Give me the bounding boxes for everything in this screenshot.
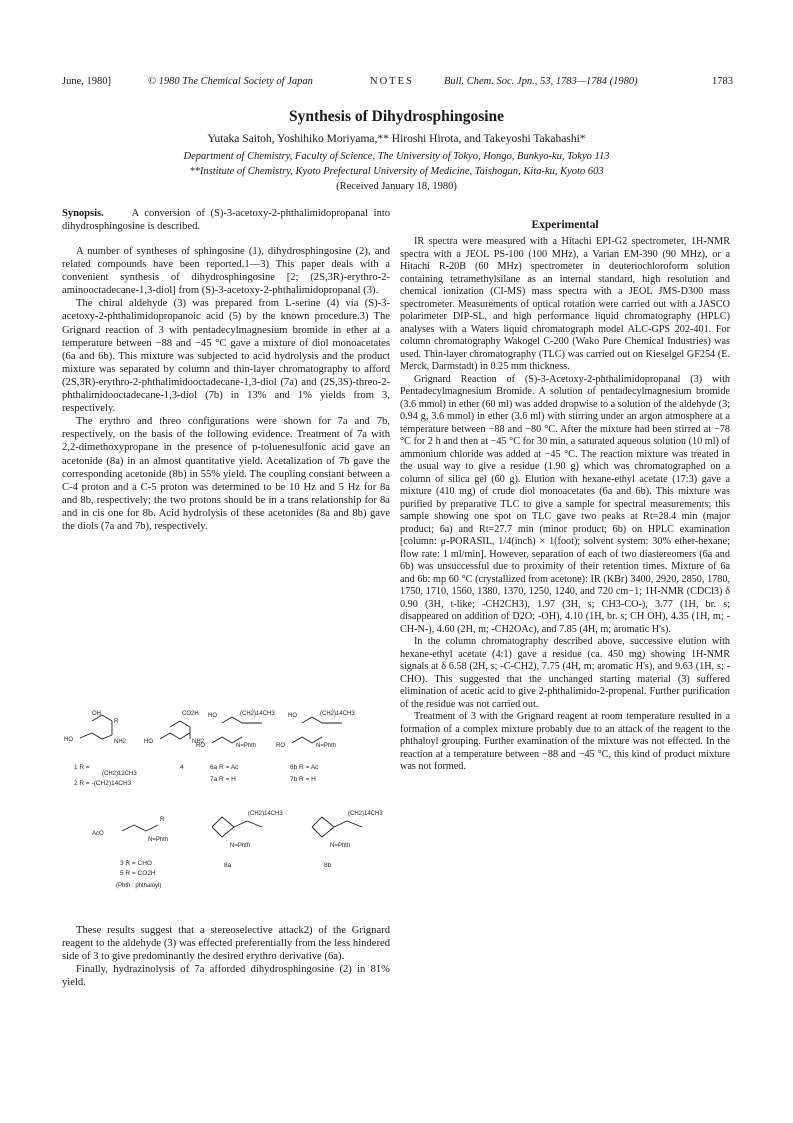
left-column-conclusion (62, 924, 390, 989)
label-compound-7a: 7a R = H (210, 776, 236, 783)
synopsis-text: A conversion of (S)-3-acetoxy-2-phthalimidopropanal into dihydrosphingosine is described. (62, 208, 390, 232)
label-compound-6a: 6a R = Ac (210, 764, 239, 771)
header-section: NOTES (370, 76, 414, 87)
label-compound-2: 2 R = -(CH2)14CH3 (74, 780, 132, 787)
label-compound-1: 1 R = (74, 764, 90, 771)
label-nphth-6b: N=Phth (316, 743, 337, 749)
label-compound-5: 5 R = CO2H (120, 870, 156, 877)
synopsis-label: Synopsis. (62, 208, 104, 219)
paragraph-elution: In the column chromatography described above, successive elution with hexane-ethyl acetate (4:1) gave a residue (ca. 450 mg) showing 1H-NMR signals at δ 6.58 (2H, s; -C-CH2), 7.75 (4H, m; aromatic H's), and 9.63 (1H, s; -CHO). This suggested that the unchanged starting material (3) suffered elimination of acetic acid to give 2-phthalimido-2-propenal. Further purification of the residue was not carried out. (400, 636, 730, 710)
paragraph-stereoselective: These results suggest that a stereoselective attack2) of the Grignard reagent to the aldehyde (3) was effected preferentially from the less hindered side of 3 to give predominantly the desired erythro derivative (6a). (62, 925, 390, 963)
paragraph-grignard: Grignard Reaction of (S)-3-Acetoxy-2-phthalimidopropanal (3) with Pentadecylmagnesium Bromide. A solution of pentadecylmagnesium bromide (3.6 mmol) in ether (60 ml) was added dropwise to a solution of the aldehyde (3; 0.94 g, 3.6 mmol) in ether (3.6 ml) with stirring under an argon atmosphere at a temperature between −88 and −80 °C. After the mixture had been stirred at −78 °C for 2 h and then at −45 °C for 30 min, a saturated aqueous solution (10 ml) of ammonium chloride was added at −45 °C. The reaction mixture was treated in the usual way to give a residue (1.90 g) which was chromatographed on a column of silica gel (60 g). Elution with hexane-ethyl acetate (17:3) gave a mixture (410 mg) of crude diol monoacetates (6a and 6b). This mixture was purified by preparative TLC to give a sample for spectral measurements; this sample showing one spot on TLC gave two peaks at Rt=28.4 min (major product; 6a) and Rt=27.7 min (minor product; 6b) on HPLC examination [column: μ-PORASIL, 1/4(inch) × 1(foot); solvent system: 30% ether-hexane; flow rate: 1 ml/min]. However, separation of each of two diastereomers (6a and 6b) was unsuccessful due to proximity of their retention times. Mixture of 6a and 6b: mp 60 °C (crystallized from acetone): IR (KBr) 3400, 2920, 2850, 1780, 1750, 1710, 1560, 1380, 1370, 1250, 1240, and 720 cm−1; 1H-NMR (CDCl3) δ 0.90 (3H, t-like; -CH2CH3), 1.97 (3H, s; CH3-CO-), 3.77 (1H, br. s; disappeared on addition of D2O; -OH), 4.10 (1H, br. s; CH OH), 4.35 (1H, m; -CH-N-), 4.60 (2H, m; -CH2OAc), and 7.85 (4H, m; aromatic H's). (400, 373, 730, 635)
paragraph-room-temperature: Treatment of 3 with the Grignard reagent at room temperature resulted in a formation of a complex mixture probably due to an attack of the reagent to the phthaloyl grouping. Further examination of the mixture was not effected. In the reaction at a temperature between −88 and −45 °C, this kind of product mixture was not formed. (400, 711, 730, 772)
label-nh2-1: NH2 (114, 739, 127, 745)
header-copyright: © 1980 The Chemical Society of Japan (148, 76, 313, 87)
label-nphth-6a: N=Phth (236, 743, 257, 749)
label-co2h: CO2H (182, 711, 199, 717)
affiliation-2: **Institute of Chemistry, Kyoto Prefectural University of Medicine, Taishogun, Kita-ku, Kyoto 603 (189, 166, 604, 177)
label-ro-6a: RO (196, 743, 205, 749)
left-column-body (62, 245, 390, 533)
label-chain-8b: (CH2)14CH3 (348, 811, 383, 817)
label-compound-7b: 7b R = H (290, 776, 316, 783)
label-nphth-8b: N=Phth (330, 843, 351, 849)
label-compound-4: 4 (180, 764, 184, 771)
paragraph-configuration: The erythro and threo configurations were shown for 7a and 7b, respectively, on the basis of the following evidence. Treatment of 7a with 2,2-dimethoxypropane in the presence of p-toluenesulfonic acid gave an acetonide (8a) in an almost quantitative yield. Acetalization of 7b gave the corresponding acetonide (8b) in 55% yield. The coupling constant between a C-4 proton and a C-5 proton was determined to be 10 Hz and 5 Hz for 8a and 8b, respectively; the two protons should be in a trans relationship for 8a and in cis one for 8b. Acid hydrolysis of these acetonides (8a and 8b) gave the diols (7a and 7b), respectively. (62, 416, 390, 532)
received-date: (Received January 18, 1980) (336, 181, 457, 192)
label-oh-1: OH (92, 711, 101, 717)
header-journal: Bull. Chem. Soc. Jpn., 53, 1783—1784 (1980) (444, 76, 638, 87)
label-chain-8a: (CH2)14CH3 (248, 811, 283, 817)
label-ro-6b: RO (276, 743, 285, 749)
experimental-heading: Experimental (531, 219, 599, 231)
label-chain-6b: (CH2)14CH3 (320, 711, 355, 717)
paragraph-hydrazinolysis: Finally, hydrazinolysis of 7a afforded dihydrosphingosine (2) in 81% yield. (62, 964, 390, 989)
label-chain-6a: (CH2)14CH3 (240, 711, 275, 717)
label-compound-8a: 8a (224, 862, 232, 869)
chemical-structures-figure (62, 703, 392, 908)
paragraph-intro: A number of syntheses of sphingosine (1), dihydrosphingosine (2), and related compounds have been reported.1—3) This paper deals with a convenient synthesis of dihydrosphingosine [2; (2S,3R)-erythro-2-aminooctadecane-1,3-diol] from (S)-3-acetoxy-2-phthalimidopropanal (3). (62, 246, 390, 297)
label-aco: AcO (92, 831, 104, 837)
paragraph-synthesis: The chiral aldehyde (3) was prepared from L-serine (4) via (S)-3-acetoxy-2-phthalimidopropanoic acid (5) by the known procedure.3) The Grignard reaction of 3 with pentadecylmagnesium bromide in ether at a temperature between −88 and −45 °C gave a mixture of diol monoacetates (6a and 6b). This mixture was subjected to acid hydrolysis and the product mixture was separated by column and thin-layer chromatography to afford (2S,3R)-erythro-2-phthalimidooctadecane-1,3-diol (7a) and (2S,3S)-threo-2-phthalimidooctadecane-1,3-diol (7b) in 13% and 1% yields from 3, respectively. (62, 298, 390, 415)
label-ho-6b: HO (288, 713, 297, 719)
paragraph-instruments: IR spectra were measured with a Hitachi EPI-G2 spectrometer, 1H-NMR spectra with a JEOL PS-100 (100 MHz), a Varian EM-390 (90 MHz), or a Hitachi R-20B (60 MHz) spectrometer in deuteriochloroform solution containing tetramethylsilane as an internal standard, high resolution and chemical ionization (CI-MS) mass spectra with a JEOL JMS-D300 mass spectrometer. Measurements of optical rotation were carried out with a JASCO polarimeter DIP-SL, and high performance liquid chromatography (HPLC) analyses with a Waters liquid chromatograph model ALC-GPS 202-401. For column chromatography Wakogel C-200 (Wako Pure Chemical Industries) was used. Thin-layer chromatography (TLC) was carried out on Kieselgel GF254 (E. Merck, Darmstadt) in 0.25 mm thickness. (400, 236, 730, 372)
label-compound-3: 3 R = CHO (120, 860, 152, 867)
label-nphth-8a: N=Phth (230, 843, 251, 849)
article-authors: Yutaka Saitoh, Yoshihiko Moriyama,** Hiroshi Hirota, and Takeyoshi Takahashi* (207, 133, 586, 145)
label-nh2-4: NH2 (192, 739, 205, 745)
label-ho-4: HO (144, 739, 153, 745)
label-r-1: R (114, 719, 119, 725)
header-date: June, 1980] (62, 76, 111, 87)
label-compound-8b: 8b (324, 862, 332, 869)
running-header (62, 76, 732, 90)
label-compound-6b: 6b R = Ac (290, 764, 319, 771)
header-page-number: 1783 (712, 76, 733, 87)
label-phthaloyl: (Phth : phthaloyl) (116, 883, 162, 889)
label-ho-6a: HO (208, 713, 217, 719)
label-r-3: R (160, 817, 165, 823)
label-ho-1: HO (64, 737, 73, 743)
label-chain-1: (CH2)12CH3 (102, 771, 137, 777)
affiliation-1: Department of Chemistry, Faculty of Science, The University of Tokyo, Hongo, Bunkyo-ku, Tokyo 113 (183, 151, 610, 162)
synopsis (62, 207, 390, 233)
right-column-experimental (400, 236, 730, 774)
structure-scheme (62, 703, 392, 908)
article-title: Synthesis of Dihydrosphingosine (288, 108, 505, 125)
label-nphth-3: N=Phth (148, 837, 169, 843)
